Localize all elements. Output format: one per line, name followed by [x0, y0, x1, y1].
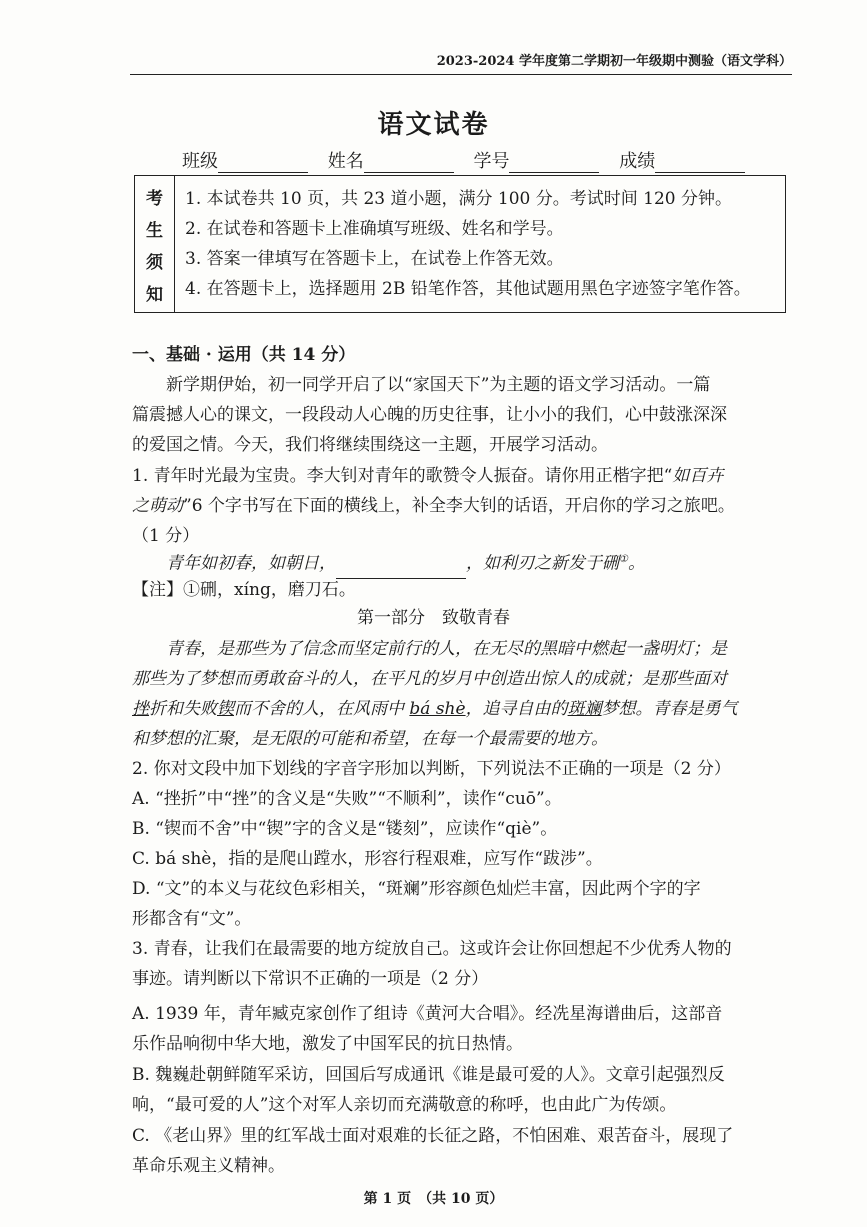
q2-option-b: B. “锲而不舍”中“锲”字的含义是“镂刻”，应读作“qiè”。 [132, 819, 558, 839]
passage-line: 青春，是那些为了信念而坚定前行的人，在无尽的黑暗中燃起一盏明灯；是 [166, 639, 727, 659]
passage-line: 和梦想的汇聚，是无限的可能和希望，在每一个最需要的地方。 [132, 729, 608, 749]
student-id-label: 学号 [473, 151, 510, 172]
page-title: 语文试卷 [377, 110, 490, 140]
passage-line: 挫折和失败锲而不舍的人，在风雨中 bá shè，追寻自由的斑斓梦想。青春是勇气 [132, 699, 738, 719]
q3-option-a: A. 1939 年，青年臧克家创作了组诗《黄河大合唱》。经冼星海谱曲后，这部音 [132, 1004, 723, 1024]
q1-score: （1 分） [132, 526, 200, 546]
page-header: 2023-2024 学年度第二学期初一年级期中测验（语文学科） [130, 50, 792, 75]
notice-item: 3. 答案一律填写在答题卡上，在试卷上作答无效。 [185, 249, 564, 269]
q2-option-d-cont: 形都含有“文”。 [132, 909, 252, 929]
notice-item: 4. 在答题卡上，选择题用 2B 铅笔作答，其他试题用黑色字迹签字笔作答。 [185, 279, 751, 299]
section1-heading: 一、基础 · 运用（共 14 分） [132, 345, 356, 365]
part1-title: 第一部分 致敬青春 [357, 608, 510, 628]
exam-notice-box [134, 175, 786, 313]
page-footer: 第 1 页 （共 10 页） [363, 1191, 504, 1207]
q3-option-b: B. 魏巍赴朝鲜随军采访，回国后写成通讯《谁是最可爱的人》。文章引起强烈反 [132, 1065, 725, 1085]
intro-line: 新学期伊始，初一同学开启了以“家国天下”为主题的语文学习活动。一篇 [166, 375, 711, 395]
notice-item: 2. 在试卷和答题卡上准确填写班级、姓名和学号。 [185, 219, 564, 239]
q1-note: 【注】①硎，xíng，磨刀石。 [132, 580, 356, 600]
notice-items [185, 184, 781, 304]
q3-option-b-cont: 响，“最可爱的人”这个对军人亲切而充满敬意的称呼，也由此广为传颂。 [132, 1095, 677, 1115]
intro-line: 篇震撼人心的课文，一段段动人心魄的历史往事，让小小的我们，心中鼓涨深深 [132, 405, 727, 425]
q2-option-c: C. bá shè，指的是爬山蹚水，形容行程艰难，应写作“跋涉”。 [132, 849, 603, 869]
q1-sentence: 青年如初春，如朝日， ，如利刃之新发于硎①。 [166, 545, 645, 575]
student-id-blank[interactable] [509, 154, 599, 173]
q1-quote: 之萌动 [132, 496, 183, 516]
q3-stem-cont: 事迹。请判断以下常识不正确的一项是（2 分） [132, 969, 489, 989]
name-label: 姓名 [327, 151, 364, 172]
q2-option-a: A. “挫折”中“挫”的含义是“失败”“不顺利”，读作“cuō”。 [132, 789, 562, 809]
underlined-pinyin: bá shè [409, 699, 466, 719]
underlined-char: 锲 [217, 699, 234, 719]
notice-label: 考 生 须 知 [135, 176, 175, 312]
q1-quote: 如百卉 [672, 466, 724, 486]
underlined-char: 挫 [132, 699, 149, 719]
q2-option-d: D. “文”的本义与花纹色彩相关，“斑斓”形容颜色灿烂丰富，因此两个字的字 [132, 879, 701, 899]
notice-item: 1. 本试卷共 10 页，共 23 道小题，满分 100 分。考试时间 120 分钟。 [185, 189, 733, 209]
q3-option-c-cont: 革命乐观主义精神。 [132, 1156, 285, 1176]
intro-line: 的爱国之情。今天，我们将继续围绕这一主题，开展学习活动。 [132, 435, 608, 455]
class-label: 班级 [182, 151, 218, 172]
q1-stem-line: 1. 青年时光最为宝贵。李大钊对青年的歌赞令人振奋。请你用正楷字把“如百卉 [132, 466, 724, 486]
q3-option-c: C. 《老山界》里的红军战士面对艰难的长征之路，不怕困难、艰苦奋斗，展现了 [132, 1126, 734, 1146]
student-info-fields [182, 147, 759, 173]
name-blank[interactable] [364, 154, 454, 173]
score-blank[interactable] [655, 154, 745, 173]
class-blank[interactable] [218, 154, 308, 173]
underlined-word: 斑斓 [567, 699, 602, 719]
score-label: 成绩 [619, 151, 656, 172]
q3-stem: 3. 青春，让我们在最需要的地方绽放自己。这或许会让你回想起不少优秀人物的 [132, 939, 732, 959]
q1-stem-line: 之萌动”6 个字书写在下面的横线上，补全李大钊的话语，开启你的学习之旅吧。 [132, 496, 735, 516]
q3-option-a-cont: 乐作品响彻中华大地，激发了中国军民的抗日热情。 [132, 1034, 523, 1054]
passage-line: 那些为了梦想而勇敢奋斗的人，在平凡的岁月中创造出惊人的成就；是那些面对 [132, 669, 727, 689]
q2-stem: 2. 你对文段中加下划线的字音字形加以判断，下列说法不正确的一项是（2 分） [132, 759, 731, 779]
